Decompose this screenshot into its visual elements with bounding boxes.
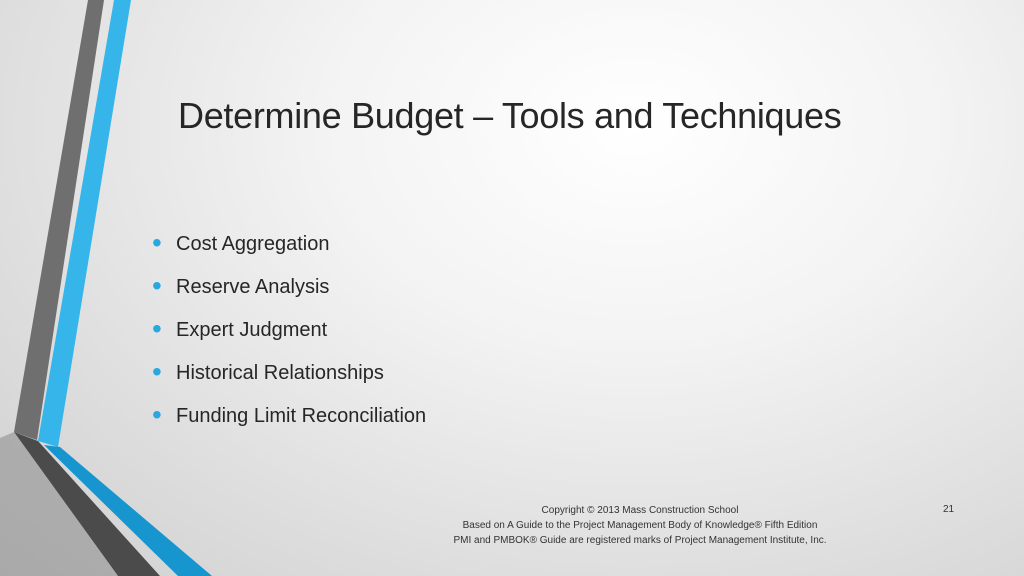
bullet-text: Reserve Analysis: [176, 276, 330, 298]
bullet-text: Cost Aggregation: [176, 233, 330, 255]
slide-footer: [430, 503, 850, 548]
bullet-dot-icon: •: [152, 227, 162, 258]
bullet-dot-icon: •: [152, 399, 162, 430]
trademark-line: PMI and PMBOK® Guide are registered marks of Project Management Institute, Inc.: [453, 535, 827, 546]
page-number: 21: [943, 504, 955, 515]
copyright-line: Copyright © 2013 Mass Construction School: [541, 505, 739, 516]
bullet-dot-icon: •: [152, 313, 162, 344]
bullet-dot-icon: •: [152, 356, 162, 387]
bullet-text: Funding Limit Reconciliation: [176, 405, 427, 427]
bullet-text: Historical Relationships: [176, 362, 384, 384]
slide-title: Determine Budget – Tools and Techniques: [178, 95, 842, 136]
bullet-text: Expert Judgment: [176, 319, 328, 341]
source-line: Based on A Guide to the Project Management Body of Knowledge® Fifth Edition: [462, 520, 818, 531]
bullet-dot-icon: •: [152, 270, 162, 301]
